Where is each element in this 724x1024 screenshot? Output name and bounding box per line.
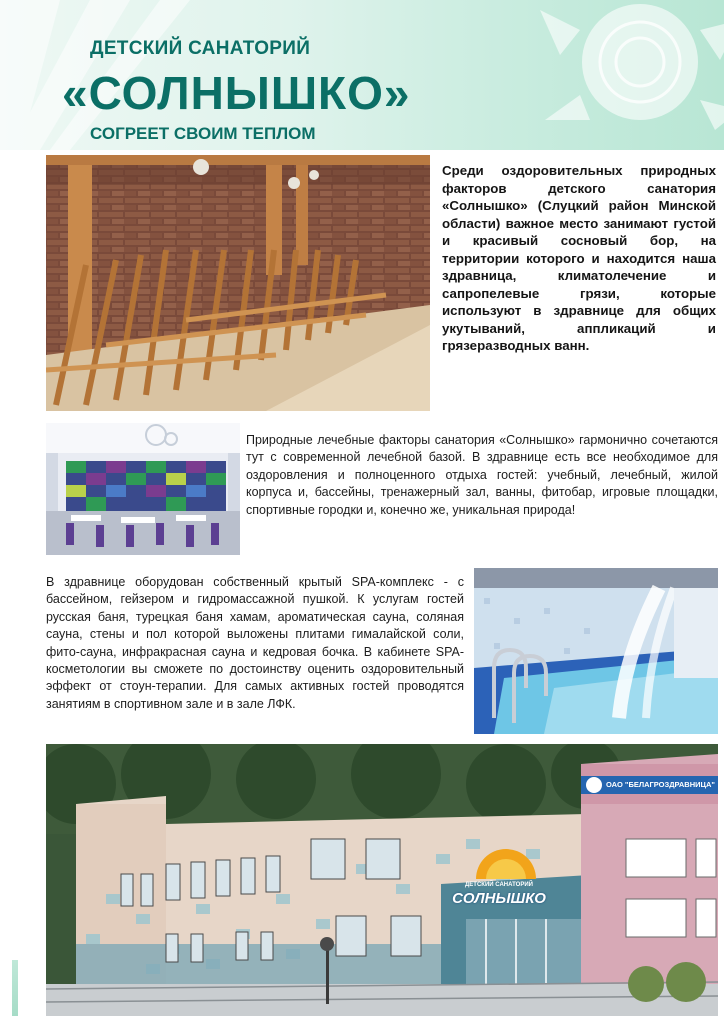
header-banner [0,0,724,150]
header-subtitle: ДЕТСКИЙ САНАТОРИЙ [90,38,311,59]
photo-pool [474,568,718,734]
natural-factors-paragraph: Природные лечебные факторы санатория «Солнышко» гармонично сочетаются тут с современной лечебной базой. В здравнице есть все необходимое для оздоровления и полноценного отдыха гостей: учебный, лечебный, жилой корпуса и, бассейны, тренажерный зал, ванны, фитобар, игровые площадки, спортивные городки и, конечно же, уникальная природа! [246,433,718,517]
page-edge-stripe [12,960,18,1016]
building-sign-small: ДЕТСКИЙ САНАТОРИЙ [465,882,533,888]
photo-dining-hall [46,423,240,555]
intro-paragraph: Среди оздоровительных природных факторов детского санатория «Солнышко» (Слуцкий район Минской области) важное место занимают густой и красивый сосновый бор, на территории которого и находится наша здравница, климатолечение и сапропелевые грязи, которые используют в здравнице для общих укутываний, аппликаций и грязеразводных ванн. [442,163,716,353]
building-sign: СОЛНЫШКО [452,890,546,907]
photo-building [46,744,718,1016]
photo-mud-room [46,155,430,411]
header-title: «СОЛНЫШКО» [62,67,411,119]
company-sign: ОАО "БЕЛАГРОЗДРАВНИЦА" [606,780,715,789]
header-slogan: СОГРЕЕТ СВОИМ ТЕПЛОМ [90,124,316,143]
spa-paragraph: В здравнице оборудован собственный крытый SPA-комплекс - с бассейном, гейзером и гидромассажной пушкой. К услугам гостей русская баня, турецкая баня хамам, ароматическая сауна, соляная сауна, стены и пол которой выложены плитами гималайской соли, фито-сауна, инфракрасная сауна и кедровая бочка. В кабинете SPA-косметологии вы сможете по достоинству оценить оздоровительный эффект от стоун-терапии. Для самых активных гостей проводятся занятиям в спортивном зале и в зале ЛФК. [46,575,464,711]
